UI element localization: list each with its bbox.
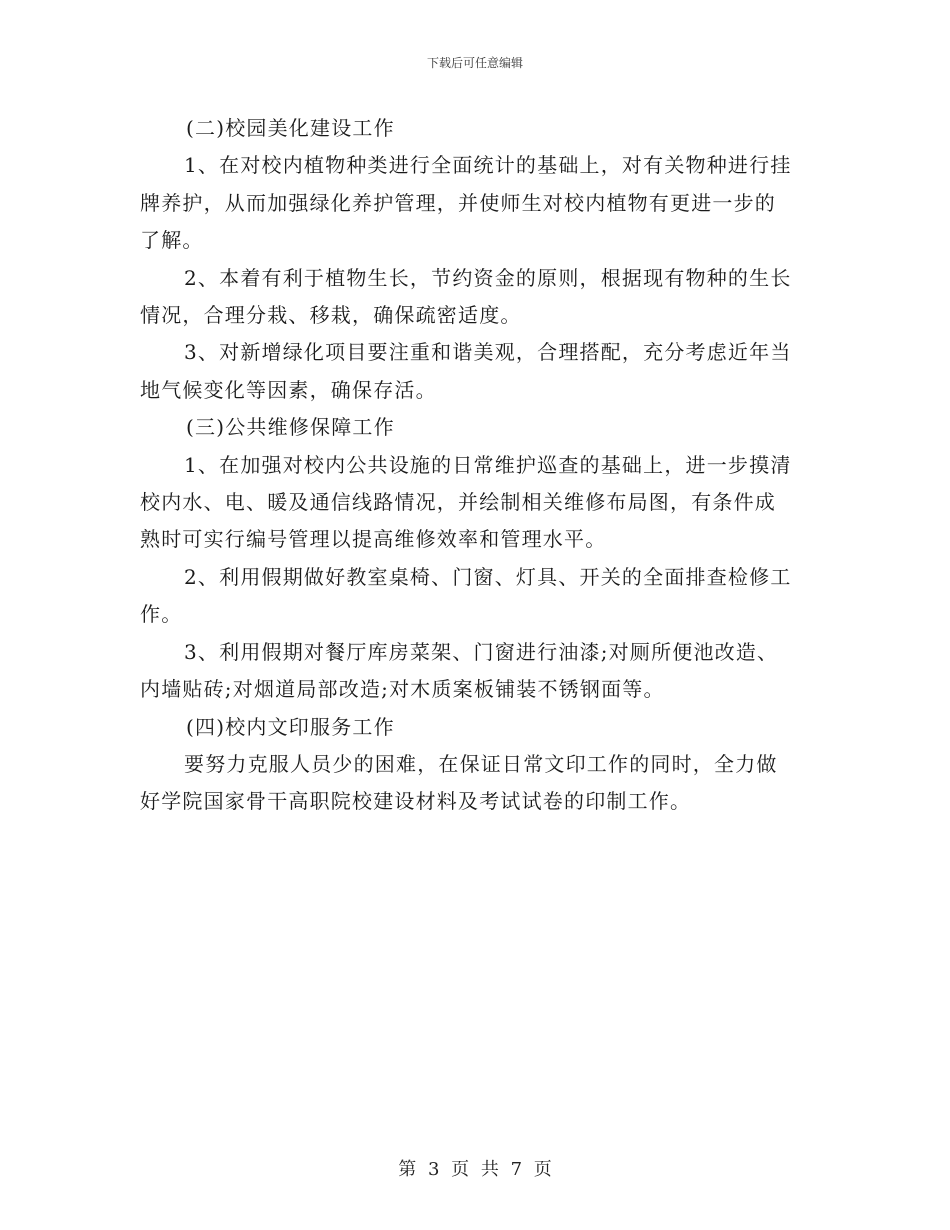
text-line: 2、利用假期做好教室桌椅、门窗、灯具、开关的全面排查检修工 — [184, 564, 792, 589]
text-line: 1、在加强对校内公共设施的日常维护巡查的基础上，进一步摸清 — [184, 452, 792, 477]
text-line: 2、本着有利于植物生长，节约资金的原则，根据现有物种的生长 — [184, 265, 792, 290]
text-line: 情况，合理分栽、移栽，确保疏密适度。 — [140, 303, 522, 328]
text-line: 3、对新增绿化项目要注重和谐美观，合理搭配，充分考虑近年当 — [184, 340, 792, 365]
text-line: 3、利用假期对餐厅库房菜架、门窗进行油漆;对厕所便池改造、 — [184, 639, 779, 664]
text-line: 地气候变化等因素，确保存活。 — [140, 377, 437, 402]
text-line: 作。 — [140, 602, 183, 627]
section-heading — [140, 110, 810, 147]
section-heading — [140, 409, 810, 446]
text-line: (三)公共维修保障工作 — [186, 415, 395, 440]
document-body — [140, 110, 810, 821]
text-line: 要努力克服人员少的困难，在保证日常文印工作的同时，全力做 — [184, 751, 778, 776]
text-line: 1、在对校内植物种类进行全面统计的基础上，对有关物种进行挂 — [184, 153, 792, 178]
paragraph — [140, 334, 810, 409]
paragraph — [140, 260, 810, 335]
page-number: 第 3 页 共 7 页 — [398, 1159, 552, 1180]
text-line: 牌养护，从而加强绿化养护管理，并使师生对校内植物有更进一步的 — [140, 190, 776, 215]
text-line: 内墙贴砖;对烟道局部改造;对木质案板铺装不锈钢面等。 — [140, 677, 665, 702]
paragraph — [140, 447, 810, 559]
text-line: 好学院国家骨干高职院校建设材料及考试试卷的印制工作。 — [140, 789, 692, 814]
text-line: 了解。 — [140, 228, 204, 253]
paragraph — [140, 559, 810, 634]
section-heading — [140, 709, 810, 746]
paragraph — [140, 746, 810, 821]
paragraph — [140, 147, 810, 259]
text-line: 熟时可实行编号管理以提高维修效率和管理水平。 — [140, 527, 607, 552]
text-line: 校内水、电、暖及通信线路情况，并绘制相关维修布局图，有条件成 — [140, 490, 776, 515]
page-header: 下载后可任意编辑 — [426, 56, 523, 70]
text-line: (二)校园美化建设工作 — [186, 116, 395, 140]
text-line: (四)校内文印服务工作 — [186, 714, 395, 739]
paragraph — [140, 634, 810, 709]
